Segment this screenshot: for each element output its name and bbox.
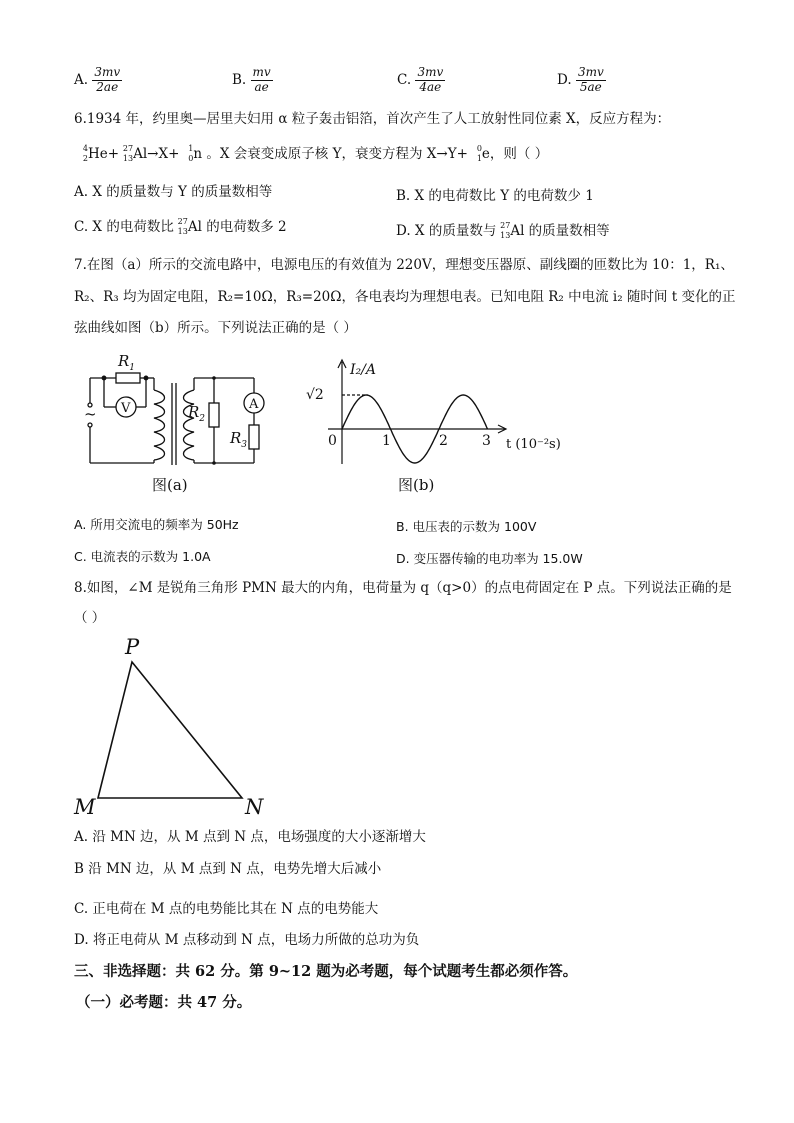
ammeter-label: A — [249, 397, 259, 412]
q8-option-a[interactable]: A. 沿 MN 边，从 M 点到 N 点，电场强度的大小逐渐增大 — [74, 829, 426, 845]
y-axis-label: I₂/A — [350, 362, 376, 378]
figure-a-caption: 图(a) — [152, 476, 188, 494]
current-graph — [298, 352, 568, 467]
circuit-diagram — [78, 345, 288, 495]
ac-source-icon: ~ — [84, 405, 97, 423]
nuclide-al-numbers: 27 13 — [500, 220, 511, 240]
q5-option-b[interactable]: B. $\frac{mv}{ae}$ — [232, 65, 271, 94]
q6-option-b[interactable]: B. X 的电荷数比 Y 的电荷数少 1 — [396, 188, 594, 204]
q8-option-b[interactable]: B 沿 MN 边，从 M 点到 N 点，电势先增大后减小 — [74, 861, 382, 877]
x-tick-0: 0 — [328, 433, 337, 449]
q8-stem-line2: （ ） — [74, 610, 106, 626]
q6-equation: 4 2 He+ 27 13 Al→X+ 1 0 n 。X 会衰变成原子核 Y，衰变方程为 X→Y+ 0 1 e，则（ ） — [74, 146, 548, 163]
q8-option-c[interactable]: C. 正电荷在 M 点的电势能比其在 N 点的电势能大 — [74, 901, 379, 917]
fraction: $\frac{mv}{ae}$ — [252, 65, 271, 94]
q5-option-a[interactable]: A. $\frac{3mv}{2ae}$ — [74, 65, 121, 94]
nuclide-al-numbers: 27 13 — [122, 143, 134, 163]
q8-option-d[interactable]: D. 将正电荷从 M 点移动到 N 点，电场力所做的总功为负 — [74, 932, 420, 948]
fraction: $\frac{3mv}{4ae}$ — [417, 65, 444, 94]
point-n-label: N — [245, 795, 264, 819]
voltmeter-label: V — [121, 401, 131, 416]
x-tick-1: 1 — [382, 433, 391, 449]
nuclide-n-numbers: 1 0 — [188, 143, 194, 163]
x-tick-3: 3 — [482, 433, 491, 449]
q7-option-a[interactable]: A. 所用交流电的频率为 50Hz — [74, 517, 239, 532]
fraction: $\frac{3mv}{2ae}$ — [94, 65, 121, 94]
q5-option-c[interactable]: C. $\frac{3mv}{4ae}$ — [397, 65, 444, 94]
x-axis-label: t (10⁻²s) — [506, 437, 561, 452]
point-m-label: M — [74, 795, 96, 819]
q7-stem-line1: 7.在图（a）所示的交流电路中，电源电压的有效值为 220V，理想变压器原、副线圈的匝数比为 10：1，R₁、 — [74, 257, 734, 273]
r2-label: $R_2$ — [188, 403, 206, 424]
q7-option-d[interactable]: D. 变压器传输的电功率为 15.0W — [396, 551, 583, 566]
y-max-label: √2 — [306, 387, 324, 403]
q6-stem: 6.1934 年，约里奥—居里夫妇用 α 粒子轰击铝箔，首次产生了人工放射性同位素 X，反应方程为： — [74, 111, 671, 127]
q7-stem-line2: R₂、R₃ 均为固定电阻，R₂=10Ω，R₃=20Ω，各电表均为理想电表。已知电阻 R₂ 中电流 i₂ 随时间 t 变化的正 — [74, 289, 736, 305]
x-tick-2: 2 — [439, 433, 448, 449]
q7-option-b[interactable]: B. 电压表的示数为 100V — [396, 519, 537, 534]
triangle-pmn-diagram — [70, 630, 280, 820]
section-3-title: 三、非选择题：共 62 分。第 9~12 题为必考题，每个试题考生都必须作答。 — [74, 963, 578, 980]
nuclide-al-numbers: 27 13 — [177, 216, 188, 236]
point-p-label: P — [125, 635, 140, 659]
figure-b-caption: 图(b) — [398, 476, 435, 494]
fraction: $\frac{3mv}{5ae}$ — [577, 65, 604, 94]
q8-stem-line1: 8.如图，∠M 是锐角三角形 PMN 最大的内角，电荷量为 q（q>0）的点电荷固定在 P 点。下列说法正确的是 — [74, 580, 732, 596]
q7-stem-line3: 弦曲线如图（b）所示。下列说法正确的是（ ） — [74, 320, 357, 336]
q6-option-c[interactable]: C. X 的电荷数比 27 13 Al 的电荷数多 2 — [74, 216, 287, 236]
section-3-subtitle: （一）必考题：共 47 分。 — [76, 994, 252, 1011]
r1-label: $R_1$ — [118, 352, 136, 373]
q5-option-d[interactable]: D. $\frac{3mv}{5ae}$ — [557, 65, 604, 94]
q6-option-d[interactable]: D. X 的质量数与 27 13 Al 的质量数相等 — [396, 220, 610, 240]
q7-option-c[interactable]: C. 电流表的示数为 1.0A — [74, 549, 211, 564]
nuclide-e-numbers: 0 1 — [476, 143, 482, 163]
r3-label: $R_3$ — [230, 429, 248, 450]
nuclide-he-numbers: 4 2 — [82, 143, 88, 163]
q6-option-a[interactable]: A. X 的质量数与 Y 的质量数相等 — [74, 184, 273, 200]
